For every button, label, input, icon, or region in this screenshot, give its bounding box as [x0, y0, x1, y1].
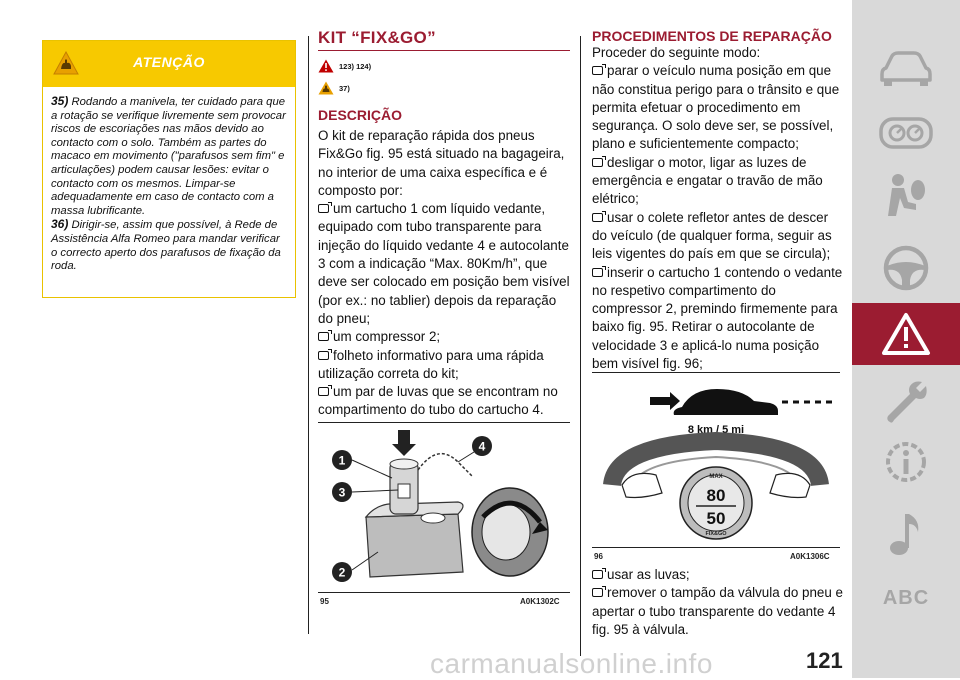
list-item-text: inserir o cartucho 1 contendo o vedante no respetivo compartimento do compressor 2, premindo firmemente para baixo fig. 95. Retirar o autocolante de velocidade 3 e aplicá-lo numa posição bem visível fig. 96; — [592, 264, 843, 372]
list-item-text: usar as luvas; — [607, 567, 690, 582]
warning-note-35 — [51, 95, 287, 218]
checkbox-bullet-icon — [318, 204, 329, 213]
sidebar-item-technical-data[interactable] — [852, 432, 960, 492]
figure-number: 95 — [320, 597, 329, 606]
caution-refs: 37) — [339, 83, 350, 93]
callout-4 — [458, 436, 492, 462]
list-item — [318, 328, 570, 346]
list-item-text: folheto informativo para uma rápida utilização correta do kit; — [318, 347, 544, 381]
checkbox-bullet-icon — [592, 158, 603, 167]
figure-number: 96 — [594, 552, 603, 561]
list-item — [592, 62, 844, 153]
list-item — [592, 154, 844, 209]
sidebar-item-car[interactable] — [852, 38, 960, 98]
procedure-intro: Proceder do seguinte modo: — [592, 45, 761, 60]
danger-triangle-icon — [318, 59, 334, 73]
checkbox-bullet-icon — [318, 387, 329, 396]
sticker-brand-label: FIX&GO — [705, 531, 727, 537]
checkbox-bullet-icon — [318, 332, 329, 341]
watermark: carmanualsonline.info — [430, 648, 713, 679]
list-item — [318, 200, 570, 328]
sticker-mph: 50 — [706, 509, 726, 528]
figure-96-illustration — [592, 375, 840, 545]
checkbox-bullet-icon — [592, 213, 603, 222]
wrench-icon — [882, 378, 930, 426]
warning-header — [43, 41, 295, 87]
note-text: Dirigir-se, assim que possível, à Rede de Assistência Alfa Romeo para mandar verificar o correcto aperto dos parafusos de fixação da roda. — [51, 219, 281, 273]
sidebar-item-driving[interactable] — [852, 238, 960, 298]
warning-refs: 123) 124) — [339, 61, 372, 71]
warning-notes — [43, 87, 295, 274]
note-number: 35) — [51, 94, 69, 108]
sticker-max-label: MAX — [709, 474, 723, 480]
airbag-icon — [882, 172, 930, 220]
checkbox-bullet-icon — [592, 570, 603, 579]
checkbox-bullet-icon — [592, 588, 603, 597]
page-number: 121 — [806, 648, 843, 673]
svg-text:3: 3 — [338, 485, 346, 500]
list-item-text: um par de luvas que se encontram no compartimento do tubo do cartucho 4. — [318, 384, 558, 418]
list-item-text: um compressor 2; — [333, 329, 441, 345]
kit-description — [318, 127, 570, 420]
column-divider — [580, 36, 581, 656]
warning-box — [42, 40, 296, 298]
list-item — [318, 347, 570, 384]
list-item — [592, 264, 844, 374]
figure-rule — [592, 372, 840, 373]
list-item — [318, 383, 570, 420]
checkbox-bullet-icon — [592, 268, 603, 277]
figure-rule — [592, 547, 840, 548]
sidebar-item-emergency[interactable] — [852, 303, 960, 365]
music-icon — [886, 510, 926, 558]
kit-title: KIT “FIX&GO” — [318, 28, 570, 51]
note-text: Rodando a manivela, ter cuidado para que a rotação se verifique livremente sem provocar riscos de escoriações nas mãos devido ao contacto com o solo. Também as partes do macaco em movimento ("parafusos sem fim" e articulações) podem causar lesões: evitar o contacto com os mesmos. Limpar-se adequadamente em caso de contacto com a massa lubrificante. — [51, 96, 286, 217]
sidebar-item-safety[interactable] — [852, 166, 960, 226]
steering-wheel-icon — [882, 244, 930, 292]
procedure-title: PROCEDIMENTOS DE REPARAÇÃO — [592, 28, 832, 44]
caution-triangle-icon — [318, 81, 334, 95]
chapter-sidebar — [852, 0, 960, 678]
car-icon — [878, 48, 934, 88]
caution-ref-line — [318, 77, 570, 99]
column-divider — [308, 36, 309, 634]
sidebar-item-multimedia[interactable] — [852, 504, 960, 564]
list-item-text: usar o colete refletor antes de descer do veículo (de qualquer forma, seguir as leis vigentes do país em que se circula); — [592, 209, 832, 262]
list-item-text: parar o veículo numa posição em que não constitua perigo para o trânsito e que permita efetuar o procedimento em segurança. O solo deve ser, se possível, plano e suficientemente compacto; — [592, 63, 840, 152]
warning-title: ATENÇÃO — [133, 54, 205, 70]
svg-text:2: 2 — [338, 565, 346, 580]
sidebar-item-maintenance[interactable] — [852, 372, 960, 432]
dashboard-icon — [878, 113, 934, 153]
callout-3 — [332, 482, 398, 502]
checkbox-bullet-icon — [592, 66, 603, 75]
figure-code: A0K1306C — [790, 552, 830, 561]
figure-95-illustration — [318, 422, 570, 590]
checkbox-bullet-icon — [318, 351, 329, 360]
list-item-text: remover o tampão da válvula do pneu e apertar o tubo transparente do vedante 4 fig. 95 à válvula. — [592, 585, 843, 637]
sticker-kmh: 80 — [706, 486, 726, 505]
procedure-steps — [592, 44, 844, 373]
sidebar-item-dashboard[interactable] — [852, 103, 960, 163]
note-number: 36) — [51, 217, 69, 232]
list-item — [592, 209, 844, 264]
kit-intro: O kit de reparação rápida dos pneus Fix&Go fig. 95 está situado na bagageira, no interior de uma caixa específica e é composto por: — [318, 128, 565, 198]
procedure-section — [592, 28, 844, 373]
list-item-text: um cartucho 1 com líquido vedante, equipado com tubo transparente para injeção do líquido vedante 4 e autocolante 3 com a indicação “Max. 80Km/h”, que deve ser colocado em posição bem visível (por ex.: no tablier) depois da reparação do pneu; — [318, 201, 570, 326]
figure-code: A0K1302C — [520, 597, 560, 606]
figure-rule — [318, 592, 570, 593]
procedure-steps-continued — [592, 566, 844, 639]
index-abc-label: ABC — [882, 586, 930, 609]
warning-ref-line — [318, 55, 570, 77]
warning-icon — [881, 312, 931, 356]
warning-note-36 — [51, 218, 287, 273]
list-item-text: desligar o motor, ligar as luzes de emergência e engatar o travão de mão elétrico; — [592, 154, 823, 207]
distance-label: 8 km / 5 mi — [687, 424, 745, 436]
svg-text:4: 4 — [478, 439, 486, 454]
sidebar-item-index[interactable] — [852, 568, 960, 628]
callout-1 — [332, 450, 392, 478]
section-title: DESCRIÇÃO — [318, 107, 403, 123]
kit-section — [318, 28, 570, 420]
svg-text:1: 1 — [338, 453, 346, 468]
list-item — [592, 566, 844, 584]
info-gear-icon — [880, 436, 932, 488]
list-item — [592, 584, 844, 639]
